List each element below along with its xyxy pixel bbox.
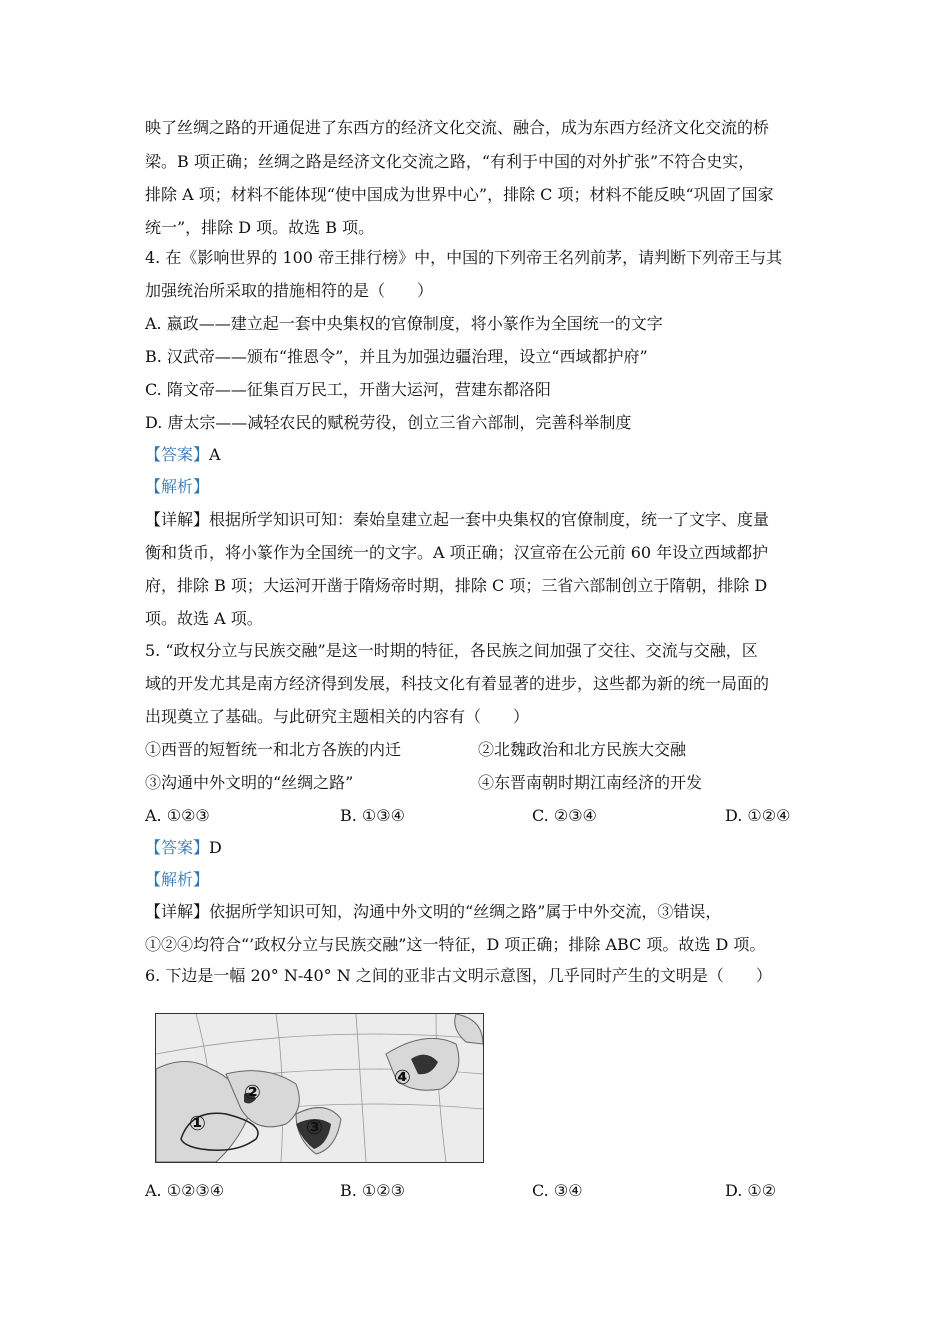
map-mark-1: ① bbox=[189, 1111, 206, 1135]
answer-value: A bbox=[209, 445, 221, 464]
q4-detail-line-2: 衡和货币，将小篆作为全国统一的文字。A 项正确；汉宣帝在公元前 60 年设立西域都护 bbox=[145, 543, 769, 562]
q4-answer bbox=[145, 447, 221, 463]
q4-option-d: D. 唐太宗——减轻农民的赋税劳役，创立三省六部制，完善科举制度 bbox=[145, 413, 632, 432]
intro-line-2: 梁。B 项正确；丝绸之路是经济文化交流之路，“有利于中国的对外扩张”不符合史实， bbox=[145, 152, 755, 171]
q5-detail-line-1 bbox=[145, 904, 721, 920]
q4-option-a: A. 嬴政——建立起一套中央集权的官僚制度，将小篆作为全国统一的文字 bbox=[145, 314, 663, 333]
q5-analysis-tag bbox=[145, 872, 209, 888]
q4-analysis-tag bbox=[145, 479, 209, 495]
q4-detail-line-1 bbox=[145, 512, 769, 528]
detail-text: 依据所学知识可知，沟通中外文明的“丝绸之路”属于中外交流，③错误， bbox=[209, 902, 722, 921]
detail-tag: 【详解】 bbox=[145, 902, 210, 921]
q4-detail-line-3: 府，排除 B 项；大运河开凿于隋炀帝时期，排除 C 项；三省六部制创立于隋朝，排除 D bbox=[145, 576, 768, 595]
q5-answer bbox=[145, 840, 222, 856]
q5-stem-line-1: 5. “政权分立与民族交融”是这一时期的特征，各民族之间加强了交往、交流与交融，区 bbox=[145, 641, 758, 660]
detail-tag: 【详解】 bbox=[145, 510, 210, 529]
map-mark-4: ④ bbox=[394, 1065, 411, 1089]
q4-option-c: C. 隋文帝——征集百万民工，开凿大运河，营建东都洛阳 bbox=[145, 380, 551, 399]
q5-item-2: ②北魏政治和北方民族大交融 bbox=[478, 740, 687, 759]
q5-detail-line-2: ①②④均符合“’政权分立与民族交融”这一特征，D 项正确；排除 ABC 项。故选 D 项。 bbox=[145, 935, 766, 954]
q4-stem-line-1: 4. 在《影响世界的 100 帝王排行榜》中，中国的下列帝王名列前茅，请判断下列帝王与其 bbox=[145, 248, 783, 267]
answer-tag: 【答案】 bbox=[145, 838, 210, 857]
detail-text: 根据所学知识可知：秦始皇建立起一套中央集权的官僚制度，统一了文字、度量 bbox=[209, 510, 770, 529]
q5-stem-line-2: 域的开发尤其是南方经济得到发展，科技文化有着显著的进步，这些都为新的统一局面的 bbox=[145, 674, 770, 693]
q4-option-b: B. 汉武帝——颁布“推恩令”，并且为加强边疆治理，设立“西域都护府” bbox=[145, 347, 648, 366]
q5-option-a: A. ①②③ bbox=[145, 806, 210, 825]
q4-stem-line-2: 加强统治所采取的措施相符的是（ ） bbox=[145, 281, 434, 300]
q5-stem-line-3: 出现奠立了基础。与此研究主题相关的内容有（ ） bbox=[145, 707, 530, 726]
q5-item-4: ④东晋南朝时期江南经济的开发 bbox=[478, 773, 703, 792]
intro-line-4: 统一”，排除 D 项。故选 B 项。 bbox=[145, 218, 375, 237]
intro-line-1: 映了丝绸之路的开通促进了东西方的经济文化交流、融合，成为东西方经济文化交流的桥 bbox=[145, 118, 770, 137]
q5-option-d: D. ①②④ bbox=[725, 806, 791, 825]
answer-tag: 【答案】 bbox=[145, 445, 210, 464]
q6-option-c: C. ③④ bbox=[532, 1181, 583, 1200]
q5-option-b: B. ①③④ bbox=[340, 806, 405, 825]
q5-item-3: ③沟通中外文明的“丝绸之路” bbox=[145, 773, 354, 792]
q6-option-d: D. ①② bbox=[725, 1181, 777, 1200]
civilization-map bbox=[155, 1013, 484, 1163]
q4-detail-line-4: 项。故选 A 项。 bbox=[145, 609, 263, 628]
q6-stem: 6. 下边是一幅 20° N-40° N 之间的亚非古文明示意图，几乎同时产生的文明是（ ） bbox=[145, 966, 772, 985]
q6-option-b: B. ①②③ bbox=[340, 1181, 405, 1200]
answer-value: D bbox=[209, 838, 222, 857]
map-mark-3: ③ bbox=[306, 1115, 323, 1139]
analysis-tag: 【解析】 bbox=[145, 870, 210, 889]
map-mark-2: ② bbox=[244, 1080, 261, 1104]
map-drawing bbox=[156, 1014, 483, 1162]
q6-option-a: A. ①②③④ bbox=[145, 1181, 225, 1200]
intro-line-3: 排除 A 项；材料不能体现“使中国成为世界中心”，排除 C 项；材料不能反映“巩固了国家 bbox=[145, 185, 774, 204]
q5-option-c: C. ②③④ bbox=[532, 806, 597, 825]
q5-item-1: ①西晋的短暂统一和北方各族的内迁 bbox=[145, 740, 402, 759]
analysis-tag: 【解析】 bbox=[145, 477, 210, 496]
